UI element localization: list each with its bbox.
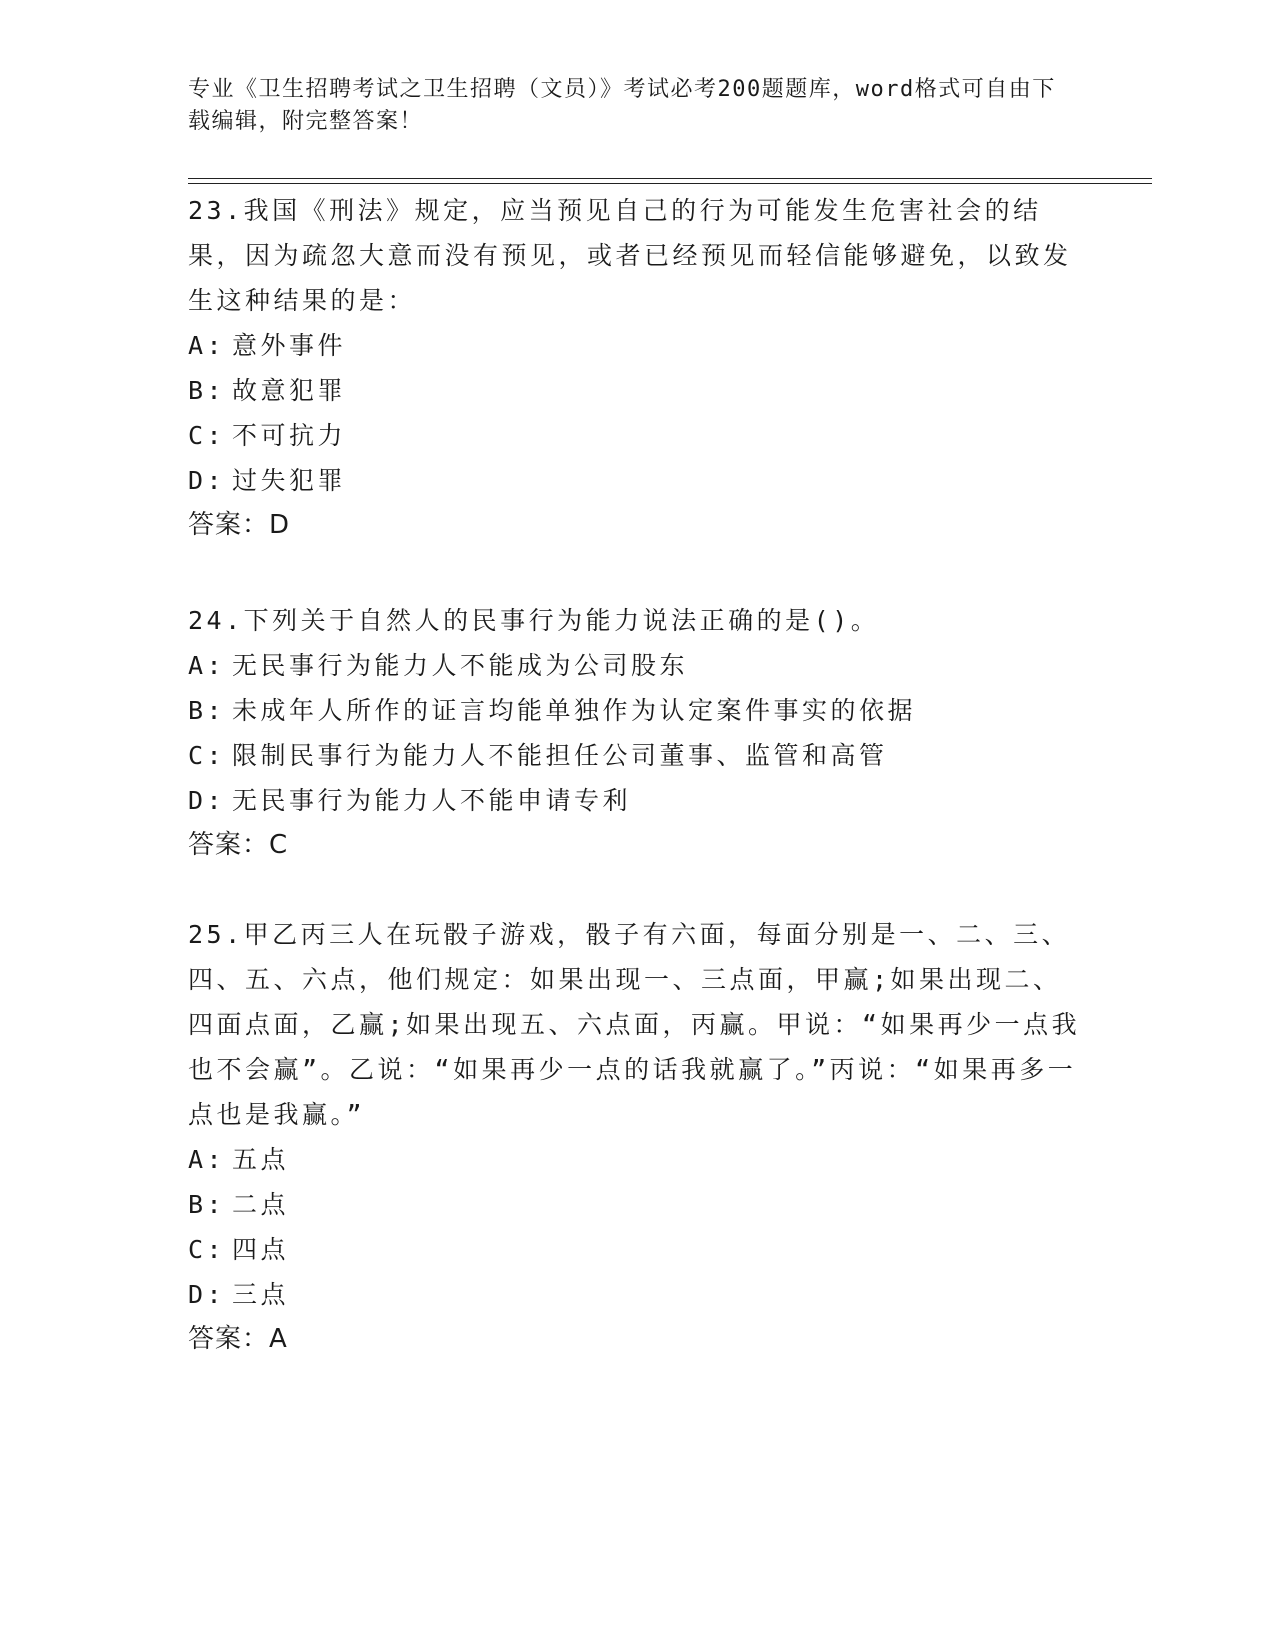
option-text: 限制民事行为能力人不能担任公司董事、监管和高管: [232, 741, 888, 770]
header-divider-bottom: [188, 183, 1152, 184]
option-text: 无民事行为能力人不能申请专利: [232, 786, 632, 815]
option-key: A:: [188, 331, 226, 360]
option-key: D:: [188, 1280, 226, 1309]
question-stem: 23.我国《刑法》规定，应当预见自己的行为可能发生危害社会的结果，因为疏忽大意而没有预见，或者已经预见而轻信能够避免，以致发生这种结果的是：: [188, 196, 1072, 315]
option-key: C:: [188, 741, 226, 770]
option-b: [188, 368, 1088, 413]
question-25: [188, 912, 1088, 1362]
question-24: [188, 598, 1088, 868]
option-b: [188, 1182, 1088, 1227]
option-text: 四点: [232, 1235, 290, 1264]
option-a: [188, 1137, 1088, 1182]
option-text: 意外事件: [232, 331, 347, 360]
question-stem: 25.甲乙丙三人在玩骰子游戏，骰子有六面，每面分别是一、二、三、四、五、六点，他们规定：如果出现一、三点面，甲赢;如果出现二、四面点面，乙赢;如果出现五、六点面，丙赢。甲说：“如果再少一点我也不会赢”。乙说：“如果再少一点的话我就赢了。”丙说：“如果再多一点也是我赢。”: [188, 920, 1081, 1129]
option-b: [188, 688, 1088, 733]
option-a: [188, 643, 1088, 688]
option-key: A:: [188, 1145, 226, 1174]
option-key: D:: [188, 466, 226, 495]
option-text: 三点: [232, 1280, 290, 1309]
document-header: 专业《卫生招聘考试之卫生招聘（文员）》考试必考200题题库，word格式可自由下载编辑，附完整答案！: [188, 77, 1056, 134]
option-text: 五点: [232, 1145, 290, 1174]
answer-line: 答案：C: [188, 830, 289, 860]
option-d: [188, 458, 1088, 503]
option-text: 无民事行为能力人不能成为公司股东: [232, 651, 689, 680]
question-stem: 24.下列关于自然人的民事行为能力说法正确的是()。: [188, 606, 880, 635]
header-divider-top: [188, 178, 1152, 179]
option-c: [188, 733, 1088, 778]
option-c: [188, 413, 1088, 458]
option-text: 不可抗力: [232, 421, 347, 450]
question-23: [188, 188, 1088, 548]
option-text: 故意犯罪: [232, 376, 347, 405]
option-text: 二点: [232, 1190, 290, 1219]
option-key: C:: [188, 1235, 226, 1264]
option-text: 过失犯罪: [232, 466, 347, 495]
option-d: [188, 778, 1088, 823]
option-c: [188, 1227, 1088, 1272]
option-key: C:: [188, 421, 226, 450]
answer-line: 答案：D: [188, 510, 291, 540]
option-key: B:: [188, 1190, 226, 1219]
option-key: B:: [188, 696, 226, 725]
option-key: A:: [188, 651, 226, 680]
answer-line: 答案：A: [188, 1324, 288, 1354]
option-key: D:: [188, 786, 226, 815]
option-text: 未成年人所作的证言均能单独作为认定案件事实的依据: [232, 696, 917, 725]
option-key: B:: [188, 376, 226, 405]
option-d: [188, 1272, 1088, 1317]
option-a: [188, 323, 1088, 368]
